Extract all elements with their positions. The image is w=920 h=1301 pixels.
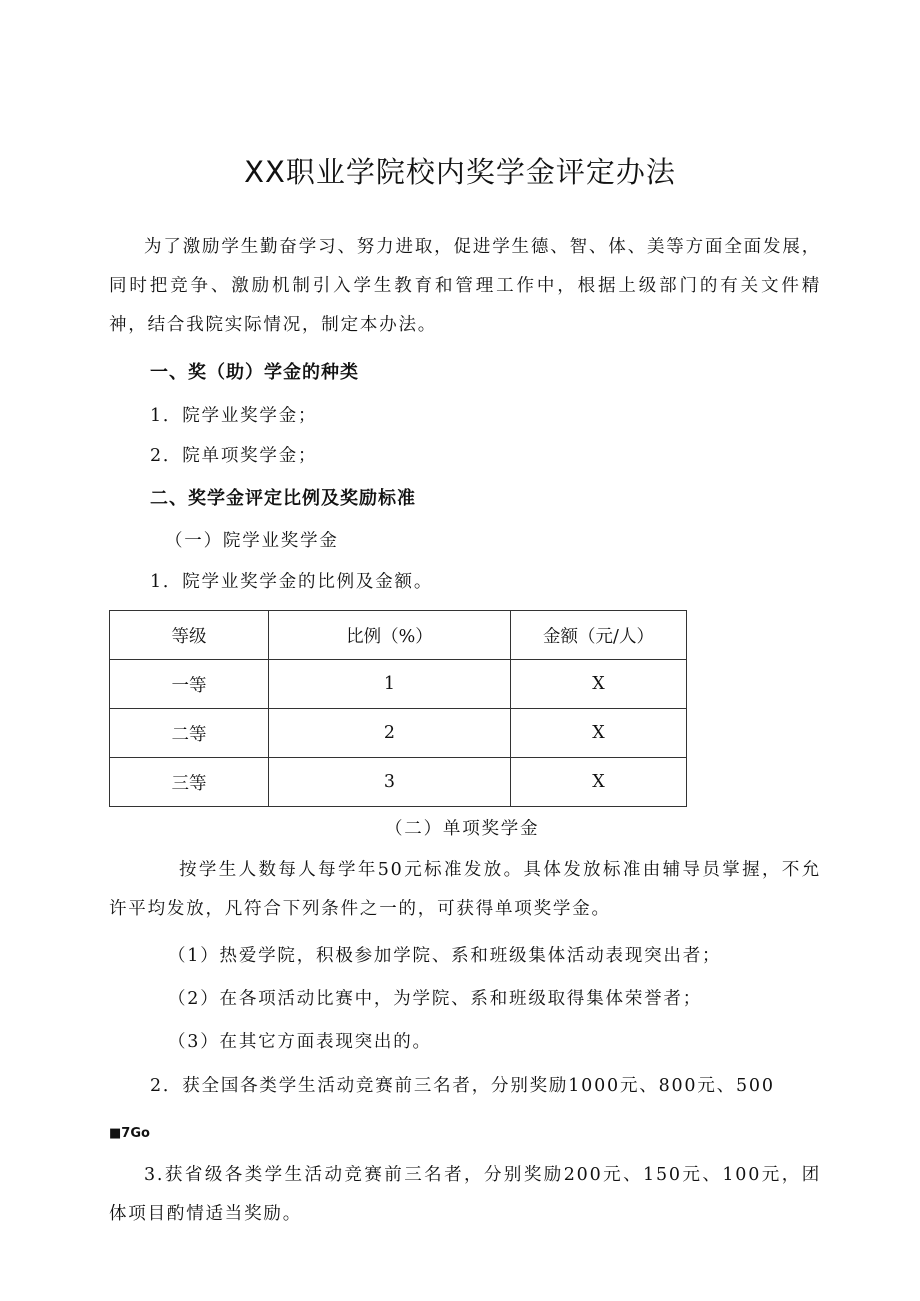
- table-cell: 2: [269, 709, 511, 758]
- subsection-2-paragraph: 按学生人数每人每学年50元标准发放。具体发放标准由辅导员掌握，不允许平均发放，凡符合下列条件之一的，可获得单项奖学金。: [109, 860, 821, 919]
- table-cell: X: [511, 660, 687, 709]
- subsection-1-item: 1．院学业奖学金的比例及金额。: [150, 572, 434, 592]
- intro-paragraph: 为了激励学生勤奋学习、努力进取，促进学生德、智、体、美等方面全面发展，同时把竞争、激励机制引入学生教育和管理工作中，根据上级部门的有关文件精神，结合我院实际情况，制定本办法。: [109, 237, 821, 335]
- item-2-national: 2．获全国各类学生活动竞赛前三名者，分别奖励1000元、800元、500: [150, 1076, 775, 1096]
- table-row: [110, 709, 687, 758]
- table-header-cell: 等级: [110, 611, 269, 660]
- table-cell: X: [511, 758, 687, 807]
- section-2-heading: 二、奖学金评定比例及奖励标准: [150, 488, 416, 509]
- table-header-row: [110, 611, 687, 660]
- table-cell: X: [511, 709, 687, 758]
- table-header-cell: 金额（元/人）: [511, 611, 687, 660]
- section-1-heading: 一、奖（助）学金的种类: [150, 362, 359, 383]
- award-table: [109, 610, 687, 807]
- condition-3: （3）在其它方面表现突出的。: [168, 1032, 432, 1052]
- table-cell: 二等: [110, 709, 269, 758]
- section-1-item-2: 2．院单项奖学金；: [150, 446, 318, 466]
- subsection-2-title: （二）单项奖学金: [385, 819, 540, 839]
- table-row: [110, 660, 687, 709]
- table-cell: 1: [269, 660, 511, 709]
- condition-2: （2）在各项活动比赛中，为学院、系和班级取得集体荣誉者；: [168, 989, 703, 1009]
- garbled-note: ■7Go: [109, 1126, 150, 1141]
- section-1-item-1: 1．院学业奖学金；: [150, 406, 318, 426]
- table-row: [110, 758, 687, 807]
- item-3-provincial: 3.获省级各类学生活动竞赛前三名者，分别奖励200元、150元、100元，团体项目酌情适当奖励。: [109, 1165, 821, 1224]
- condition-1: （1）热爱学院，积极参加学院、系和班级集体活动表现突出者；: [168, 946, 722, 966]
- table-cell: 3: [269, 758, 511, 807]
- document-title: XX职业学院校内奖学金评定办法: [244, 155, 676, 189]
- table-cell: 一等: [110, 660, 269, 709]
- subsection-1-title: （一）院学业奖学金: [165, 531, 339, 551]
- table-cell: 三等: [110, 758, 269, 807]
- table-header-cell: 比例（%）: [269, 611, 511, 660]
